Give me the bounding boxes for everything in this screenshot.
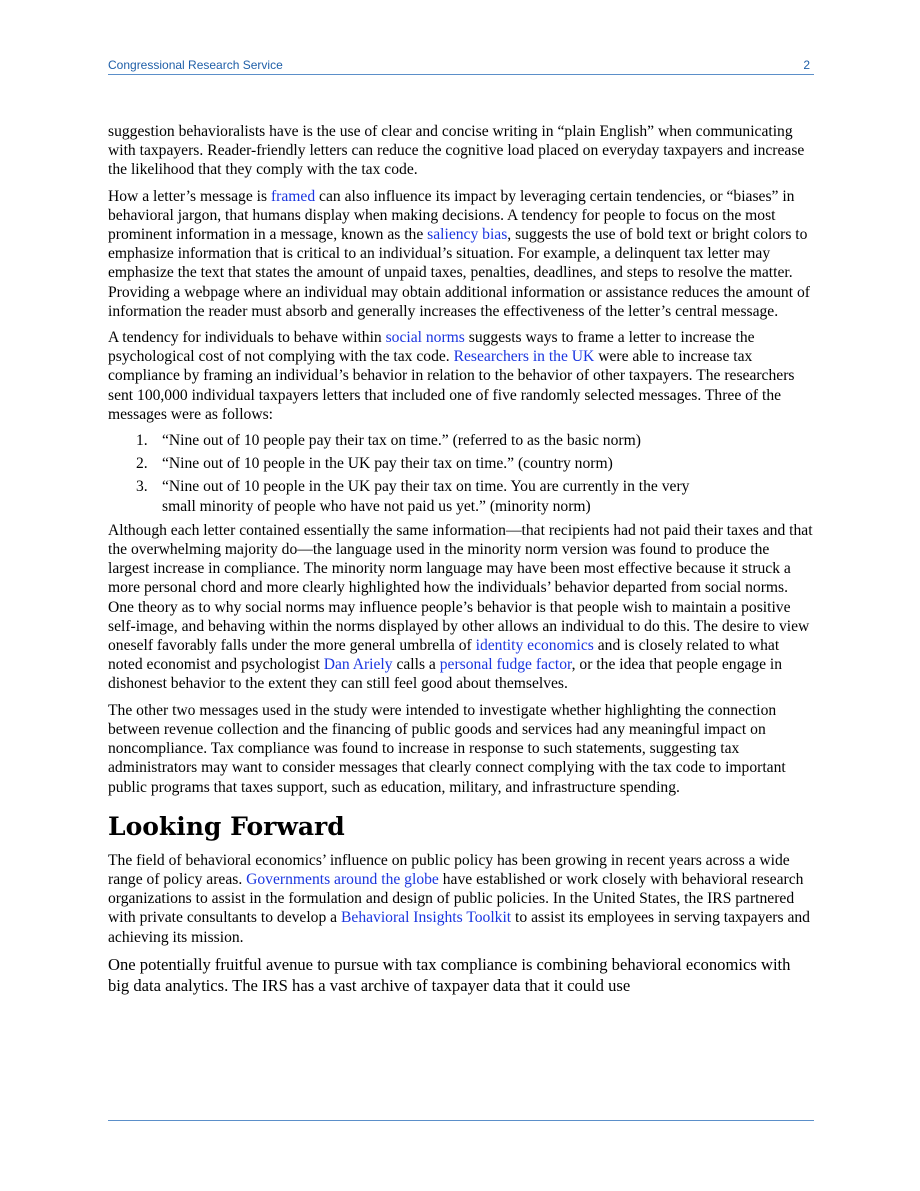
- list-item: 2. “Nine out of 10 people in the UK pay their tax on time.” (country norm): [136, 455, 613, 473]
- paragraph-social-norms: A tendency for individuals to behave within social norms suggests ways to frame a letter to increase the psychological cost of not complying with the tax code. Researchers in the UK were able to increase tax compliance by framing an individual’s behavior in relation to the behavior of other taxpayers. The researchers sent 100,000 individual taxpayers letters that included one of five randomly selected messages. Three of the messages were as follows:: [108, 329, 795, 423]
- header-page-number: 2: [803, 58, 810, 72]
- running-header: [108, 58, 814, 74]
- link-governments-globe[interactable]: Governments around the globe: [246, 870, 439, 888]
- link-researchers-uk[interactable]: Researchers in the UK: [453, 348, 595, 366]
- header-rule: [108, 74, 814, 75]
- link-behavioral-insights-toolkit[interactable]: Behavioral Insights Toolkit: [341, 909, 512, 927]
- link-saliency-bias[interactable]: saliency bias: [427, 226, 508, 244]
- paragraph-policy-influence: The field of behavioral economics’ influence on public policy has been growing in recent years across a wide range of policy areas. Governments around the globe have established or work closely with behavioral research organizations to assist in the formulation and design of public policies. In the United States, the IRS partnered with private consultants to develop a Behavioral Insights Toolkit to assist its employees in serving taxpayers and achieving its mission.: [108, 851, 810, 946]
- paragraph-public-goods: The other two messages used in the study were intended to investigate whether highlighting the connection between revenue collection and the financing of public goods and services had any meaningful impact on noncompliance. Tax compliance was found to increase in response to such statements, suggesting tax administrators may want to consider messages that clearly connect complying with the tax code to important public programs that taxes support, such as education, military, and infrastructure spending.: [108, 701, 786, 796]
- norm-messages-list: [108, 431, 814, 516]
- link-framed[interactable]: framed: [270, 187, 316, 205]
- list-item: 3. “Nine out of 10 people in the UK pay their tax on time. You are currently in the very small minority of people who have not paid us yet.” (minority norm): [136, 478, 690, 515]
- header-organization: Congressional Research Service: [108, 58, 283, 72]
- section-heading: Looking Forward: [108, 811, 345, 841]
- link-dan-ariely[interactable]: Dan Ariely: [323, 656, 393, 674]
- paragraph-framing: How a letter’s message is framed can also influence its impact by leveraging certain tendencies, or “biases” in behavioral jargon, that humans display when making decisions. A tendency for people to focus on the most prominent information in a message, known as the saliency bias, suggests the use of bold text or bright colors to emphasize information that is critical to an individual’s situation. For example, a delinquent tax letter may emphasize the text that states the amount of unpaid taxes, penalties, deadlines, and steps to resolve the matter. Providing a webpage where an individual may obtain additional information or assistance reduces the amount of information the reader must absorb and generally increases the effectiveness of the letter’s central message.: [108, 187, 810, 320]
- paragraph-big-data: One potentially fruitful avenue to pursue with tax compliance is combining behavioral economics with big data analytics. The IRS has a vast archive of taxpayer data that it could use: [108, 954, 791, 995]
- footer-rule: [108, 1120, 814, 1121]
- document-body: [108, 122, 814, 1003]
- paragraph-plain-english: suggestion behavioralists have is the use of clear and concise writing in “plain English” when communicating with taxpayers. Reader-friendly letters can reduce the cognitive load placed on everyday taxpayers and increase the likelihood that they comply with the tax code.: [108, 123, 805, 179]
- paragraph-minority-norm: Although each letter contained essentially the same information—that recipients had not paid their taxes and that the overwhelming majority do—the language used in the minority norm version was found to produce the largest increase in compliance. The minority norm language may have been most effective because it struck a more personal chord and more clearly highlighted how the individuals’ behavior departed from social norms. One theory as to why social norms may influence people’s behavior is that people wish to maintain a positive self-image, and behaving within the norms displayed by other allows an individual to do this. The desire to view oneself favorably falls under the more general umbrella of identity economics and is closely related to what noted economist and psychologist Dan Ariely calls a personal fudge factor, or the idea that people engage in dishonest behavior to the extent they can still feel good about themselves.: [108, 521, 813, 693]
- link-personal-fudge-factor[interactable]: personal fudge factor: [439, 656, 572, 674]
- link-social-norms[interactable]: social norms: [385, 329, 465, 347]
- list-item: 1. “Nine out of 10 people pay their tax on time.” (referred to as the basic norm): [136, 432, 641, 450]
- link-identity-economics[interactable]: identity economics: [475, 637, 594, 655]
